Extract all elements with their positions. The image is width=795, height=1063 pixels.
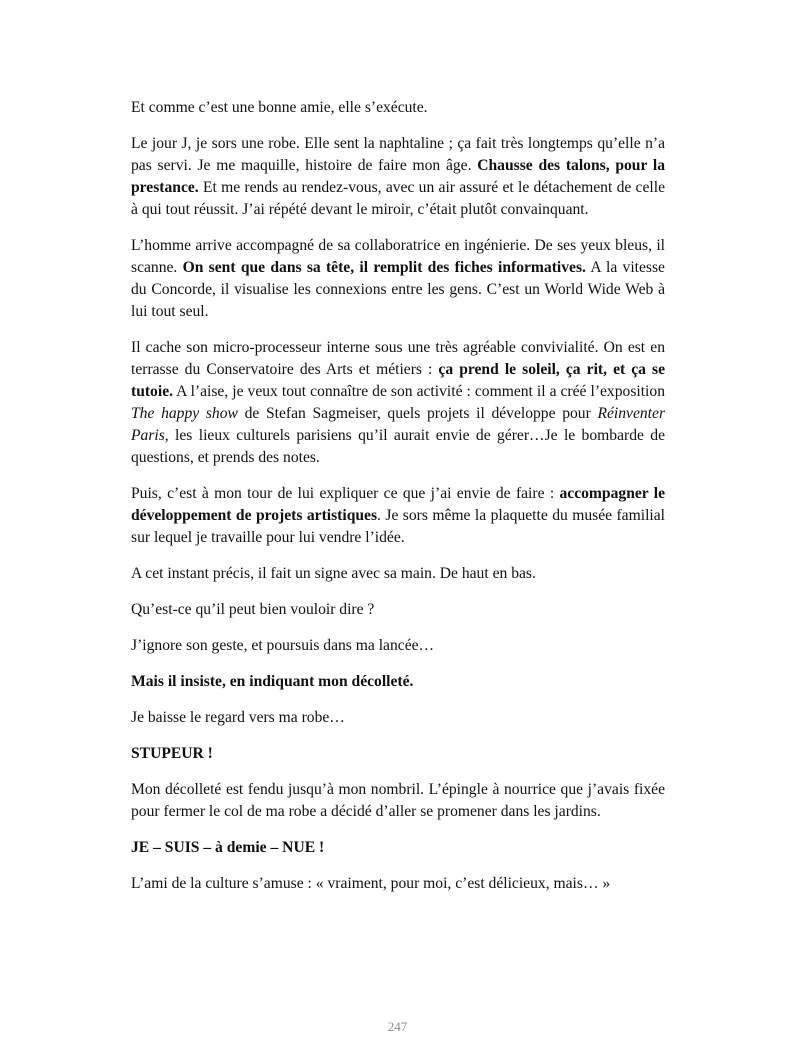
paragraph <box>131 837 665 859</box>
italic-text: The happy show <box>131 405 238 422</box>
bold-text: STUPEUR ! <box>131 745 213 762</box>
text-run: Qu’est-ce qu’il peut bien vouloir dire ? <box>131 601 375 618</box>
paragraph <box>131 873 665 895</box>
text-run: A la vitesse du Concorde, il visualise les connexions entre les gens. C’est un World Wide Web à lui tout seul. <box>131 259 665 320</box>
text-run: J’ignore son geste, et poursuis dans ma lancée… <box>131 637 435 654</box>
text-run: . Je sors même la plaquette du musée familial sur lequel je travaille pour lui vendre l’idée. <box>131 507 665 546</box>
paragraph <box>131 483 665 549</box>
text-run: A cet instant précis, il fait un signe avec sa main. De haut en bas. <box>131 565 536 582</box>
text-run: L’homme arrive accompagné de sa collaboratrice en ingénierie. De ses yeux bleus, il scanne. <box>131 237 665 276</box>
paragraph <box>131 635 665 657</box>
text-run: Il cache son micro-processeur interne sous une très agréable convivialité. On est en terrasse du Conservatoire des Arts et métiers : <box>131 339 665 378</box>
page-number: 247 <box>387 1019 408 1034</box>
text-run: Et comme c’est une bonne amie, elle s’exécute. <box>131 99 428 116</box>
bold-text: Chausse des talons, pour la prestance. <box>131 157 665 196</box>
text-run: Je baisse le regard vers ma robe… <box>131 709 345 726</box>
text-run: de Stefan Sagmeiser, quels projets il développe pour <box>237 405 598 422</box>
text-run: L’ami de la culture s’amuse : « vraiment, pour moi, c’est délicieux, mais… » <box>131 875 611 892</box>
bold-text: ça prend le soleil, ça rit, et ça se tutoie. <box>131 361 666 400</box>
paragraph <box>131 743 665 765</box>
page-body <box>131 97 665 909</box>
paragraph <box>131 337 665 469</box>
text-run: Et me rends au rendez-vous, avec un air assuré et le détachement de celle à qui tout réussit. J’ai répété devant le miroir, c’était plutôt convainquant. <box>131 179 665 218</box>
text-run: , les lieux culturels parisiens qu’il aurait envie de gérer…Je le bombarde de questions, et prends des notes. <box>131 427 665 466</box>
paragraph <box>131 97 665 119</box>
paragraph <box>131 563 665 585</box>
paragraph <box>131 235 665 323</box>
bold-text: Mais il insiste, en indiquant mon décolleté. <box>131 673 414 690</box>
paragraph <box>131 599 665 621</box>
paragraph <box>131 707 665 729</box>
paragraph <box>131 779 665 823</box>
text-run: Le jour J, je sors une robe. Elle sent la naphtaline ; ça fait très longtemps qu’elle n’a pas servi. Je me maquille, histoire de faire mon âge. <box>131 135 665 174</box>
text-run: A l’aise, je veux tout connaître de son activité : comment il a créé l’exposition <box>173 383 665 400</box>
italic-text: Réinventer Paris <box>131 405 666 444</box>
bold-text: accompagner le développement de projets artistiques <box>131 485 666 524</box>
bold-text: JE – SUIS – à demie – NUE ! <box>131 839 325 856</box>
bold-text: On sent que dans sa tête, il remplit des fiches informatives. <box>182 259 586 276</box>
paragraph <box>131 671 665 693</box>
text-run: Puis, c’est à mon tour de lui expliquer ce que j’ai envie de faire : <box>131 485 560 502</box>
text-run: Mon décolleté est fendu jusqu’à mon nombril. L’épingle à nourrice que j’avais fixée pour fermer le col de ma robe a décidé d’aller se promener dans les jardins. <box>131 781 665 820</box>
paragraph <box>131 133 665 221</box>
